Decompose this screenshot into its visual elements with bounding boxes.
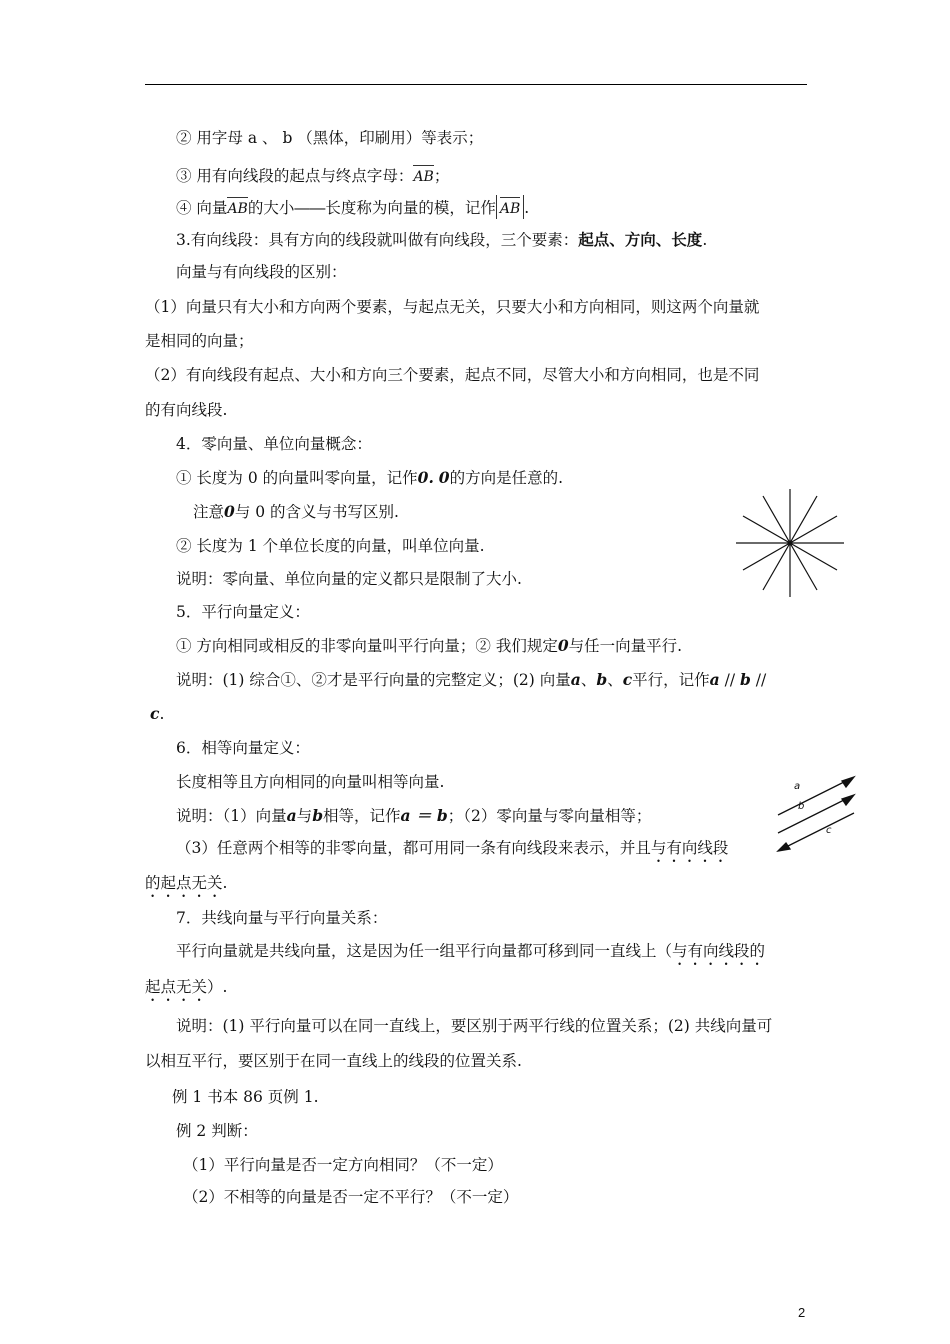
text-line: 是相同的向量； [145, 332, 254, 350]
label-b: b [798, 801, 805, 812]
vector-ab: AB [413, 163, 433, 187]
text-line: 例 2 判断： [176, 1122, 258, 1140]
text-line: 说明：(1) 平行向量可以在同一直线上，要区别于两平行线的位置关系；(2) 共线向量可 [176, 1017, 773, 1035]
text-line: 例 1 书本 86 页例 1. [172, 1088, 319, 1106]
text-line: ① 方向相同或相反的非零向量叫平行向量；② 我们规定0与任一向量平行. [176, 636, 683, 655]
text-line: （2）不相等的向量是否一定不平行？（不一定） [183, 1188, 519, 1206]
text-line: 说明：（1）向量a与b相等，记作a ＝ b；（2）零向量与零向量相等； [176, 806, 652, 825]
text-line: ① 长度为 0 的向量叫零向量，记作0. 0的方向是任意的. [176, 468, 564, 487]
text-line: 向量与有向线段的区别： [176, 263, 347, 281]
text-line: 的有向线段. [145, 401, 228, 419]
text-line: （1）向量只有大小和方向两个要素，与起点无关，只要大小和方向相同，则这两个向量就 [145, 298, 760, 316]
text-line: 的起点无关. [145, 874, 228, 892]
text-line: 3.有向线段：具有方向的线段就叫做有向线段，三个要素：起点、方向、长度. [176, 230, 708, 249]
text-line: ③ 用有向线段的起点与终点字母：AB； [176, 163, 449, 187]
vector-modulus: AB [496, 195, 524, 219]
text-line: 以相互平行，要区别于在同一直线上的线段的位置关系. [145, 1052, 522, 1070]
text-line: 6．相等向量定义： [176, 739, 310, 757]
zero-vector-star-figure [732, 485, 848, 601]
text-line: c. [150, 704, 165, 723]
text-line: 7．共线向量与平行向量关系： [176, 909, 388, 927]
text-line: （3）任意两个相等的非零向量，都可用同一条有向线段来表示，并且与有向线段 [176, 839, 729, 857]
text-line: 4．零向量、单位向量概念： [176, 435, 372, 453]
label-c: c [826, 825, 832, 836]
header-rule [145, 84, 807, 85]
text-line: 注意0与 0 的含义与书写区别. [193, 502, 399, 521]
text-line: 长度相等且方向相同的向量叫相等向量. [176, 773, 445, 791]
text-line: 说明：(1) 综合①、②才是平行向量的完整定义；(2) 向量a、b、c平行，记作a // b // [176, 670, 767, 689]
label-a: a [794, 781, 801, 792]
text-line: ② 用字母 a 、 b （黑体，印刷用）等表示； [176, 129, 484, 147]
text-line: 5．平行向量定义： [176, 603, 310, 621]
text-line: （2）有向线段有起点、大小和方向三个要素，起点不同，尽管大小和方向相同，也是不同 [145, 366, 760, 384]
text-line: 平行向量就是共线向量，这是因为任一组平行向量都可移到同一直线上（与有向线段的 [176, 942, 766, 960]
text-line: 说明：零向量、单位向量的定义都只是限制了大小. [176, 570, 522, 588]
text-line: （1）平行向量是否一定方向相同？（不一定） [183, 1156, 503, 1174]
text-line: ④ 向量AB的大小――长度称为向量的模，记作 AB . [176, 195, 529, 219]
text-line: 起点无关）. [145, 978, 228, 996]
equal-vectors-figure [770, 775, 860, 855]
text-line: ② 长度为 1 个单位长度的向量，叫单位向量. [176, 537, 485, 555]
vector-ab: AB [227, 195, 247, 219]
page-number: 2 [798, 1305, 806, 1320]
